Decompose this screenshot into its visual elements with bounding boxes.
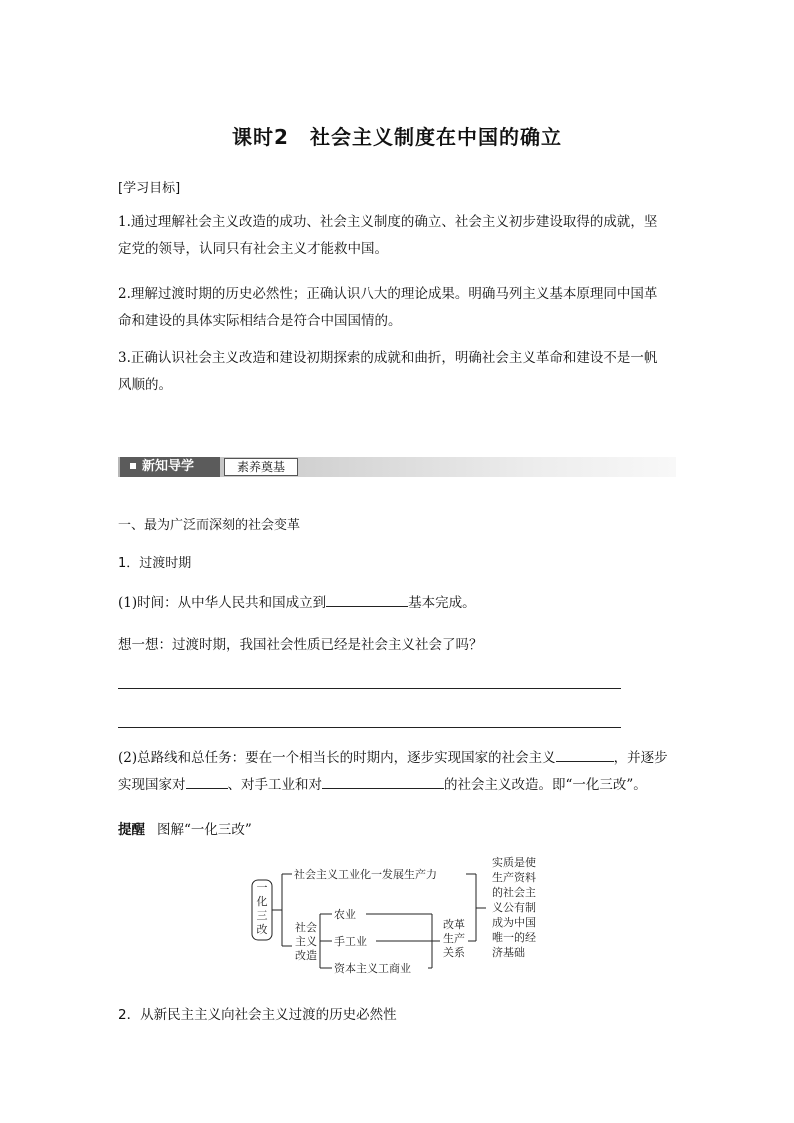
item2	[118, 745, 678, 799]
item1-suffix: 基本完成。	[408, 595, 476, 611]
objective-1-line2: 定党的领导，认同只有社会主义才能救中国。	[118, 241, 388, 257]
diagram-branch-agriculture: 农业	[334, 908, 356, 921]
diagram-essence-7: 济基础	[492, 946, 525, 959]
answer-line-2	[118, 727, 621, 728]
item2-part1: (2)总路线和总任务：要在一个相当长的时期内，逐步实现国家的社会主义	[118, 750, 556, 766]
objective-1-line1: 1.通过理解社会主义改造的成功、社会主义制度的确立、社会主义初步建设取得的成就，坚	[118, 214, 658, 230]
item1-prefix: (1)时间：从中华人民共和国成立到	[118, 595, 327, 611]
diagram-transform-1: 社会	[295, 921, 317, 934]
diagram-branch-capitalist: 资本主义工商业	[334, 962, 411, 975]
objective-2-line2: 命和建设的具体实际相结合是符合中国国情的。	[118, 313, 402, 329]
blank-3	[186, 774, 228, 789]
banner-tab-secondary: 素养奠基	[224, 458, 298, 476]
item1	[118, 590, 678, 617]
item2-part2: ，并逐步	[613, 750, 668, 766]
diagram-essence-3: 的社会主	[492, 886, 536, 899]
objective-3-line2: 风顺的。	[118, 377, 172, 393]
answer-line-1	[118, 688, 621, 689]
section1-heading: 一、最为广泛而深刻的社会变革	[118, 518, 301, 533]
sub2-heading: 2．从新民主主义向社会主义过渡的历史必然性	[118, 1007, 397, 1023]
diagram-left-char-1: 一	[256, 881, 268, 894]
page-title: 课时2 社会主义制度在中国的确立	[232, 125, 562, 149]
square-icon	[130, 463, 136, 469]
diagram-relations-2: 生产	[443, 932, 465, 945]
item2-part5: 的社会主义改造。即“一化三改”。	[444, 777, 647, 793]
blank-4	[322, 774, 444, 789]
blank-1	[326, 592, 408, 607]
objective-3-line1: 3.正确认识社会主义改造和建设初期探索的成就和曲折，明确社会主义革命和建设不是一帆	[118, 350, 658, 366]
diagram-relations-1: 改革	[443, 918, 465, 931]
diagram-transform-3: 改造	[295, 949, 317, 962]
tip	[118, 818, 252, 838]
objectives-label: [学习目标]	[118, 181, 181, 196]
diagram-left-char-4: 改	[256, 923, 268, 936]
banner-tab-primary	[120, 457, 220, 477]
item2-part4: 、对手工业和对	[227, 777, 322, 793]
diagram-industrialization: 社会主义工业化一发展生产力	[294, 868, 437, 881]
yihua-sangai-diagram	[240, 850, 560, 980]
diagram-essence-4: 义公有制	[492, 901, 536, 914]
diagram-essence-5: 成为中国	[492, 916, 536, 929]
tip-text: 图解“一化三改”	[157, 822, 252, 838]
section-banner	[118, 457, 676, 477]
blank-2	[556, 747, 614, 762]
diagram-left-char-3: 三	[256, 909, 268, 922]
tip-label: 提醒	[118, 822, 145, 838]
diagram-transform-2: 主义	[295, 935, 317, 948]
diagram-essence-1: 实质是使	[492, 856, 536, 869]
objective-3	[118, 345, 678, 399]
objective-2-line1: 2.理解过渡时期的历史必然性；正确认识八大的理论成果。明确马列主义基本原理同中国革	[118, 286, 658, 302]
diagram-branch-handicraft: 手工业	[334, 935, 367, 948]
diagram-relations-3: 关系	[443, 946, 465, 959]
objective-2	[118, 281, 678, 335]
objective-1	[118, 209, 678, 263]
think-question: 想一想：过渡时期，我国社会性质已经是社会主义社会了吗？	[118, 637, 483, 653]
item2-part3: 实现国家对	[118, 777, 186, 793]
diagram-essence-2: 生产资料	[492, 871, 536, 884]
sub1-heading: 1．过渡时期	[118, 556, 192, 571]
diagram-left-char-2: 化	[256, 895, 268, 908]
banner-tab-primary-label: 新知导学	[142, 459, 195, 474]
diagram-essence-6: 唯一的经	[492, 931, 536, 944]
